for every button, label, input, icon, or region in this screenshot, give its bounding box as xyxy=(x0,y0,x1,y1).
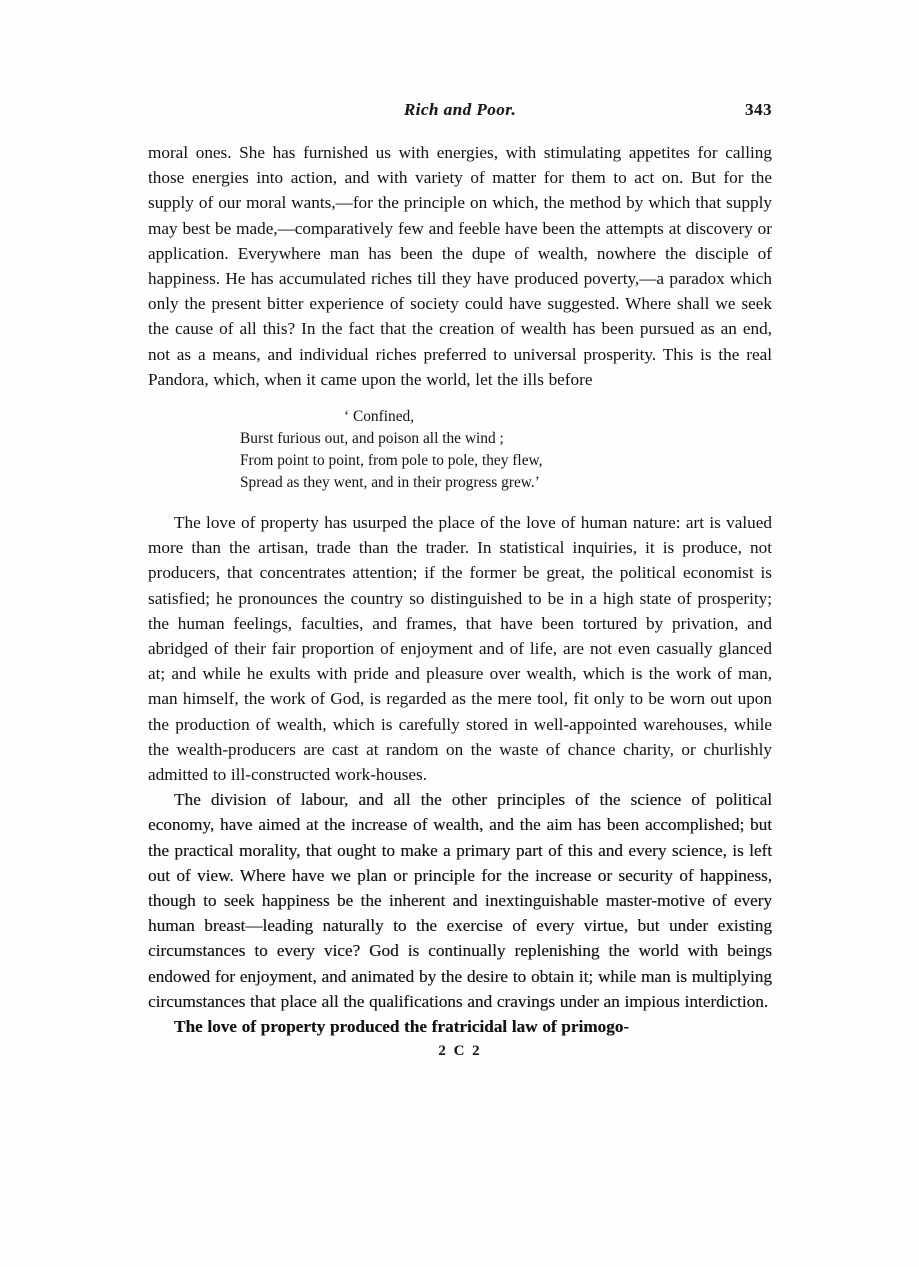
verse-line: Spread as they went, and in their progress grew.’ xyxy=(240,474,540,492)
page-header xyxy=(148,100,772,130)
running-head: Rich and Poor. xyxy=(403,100,517,119)
paragraph-1: moral ones. She has furnished us with energies, with stimulating appetites for calling those energies into action, and with variety of matter for them to act on. But for the supply of our moral wants,—for the principle on which, the method by which that supply may best be made,—comparatively few and feeble have been the attempts at discovery or application. Everywhere man has been the dupe of wealth, nowhere the disciple of happiness. He has accumulated riches till they have produced poverty,—a paradox which only the present bitter experience of society could have suggested. Where shall we seek the cause of all this? In the fact that the creation of wealth has been pursued as an end, not as a means, and individual riches preferred to universal prosperity. This is the real Pandora, which, when it came upon the world, let the ills before xyxy=(148,143,772,389)
paragraph-3: The division of labour, and all the other principles of the science of political economy, have aimed at the increase of wealth, and the aim has been accomplished; but the practical morality, that ought to make a primary part of this and every science, is left out of view. Where have we plan or principle for the increase or security of happiness, though to seek happiness be the inherent and inextinguishable master-motive of every human breast—leading naturally to the exercise of every virtue, but under existing circumstances to every vice? God is continually replenishing the world with beings endowed for enjoyment, and animated by the desire to obtain it; while man is multiplying circumstances that place all the qualifications and cravings under an impious interdiction. xyxy=(148,790,772,1011)
page-content xyxy=(148,100,772,1060)
paragraph-2: The love of property has usurped the place of the love of human nature: art is valued more than the artisan, trade than the trader. In statistical inquiries, it is produce, not producers, that concentrates attention; if the former be great, the political economist is satisfied; he pronounces the country so distinguished to be in a high state of prosperity; the human feelings, faculties, and frames, that have been tortured by privation, and abridged of their fair proportion of enjoyment and of life, are not even casually glanced at; and while he exults with pride and pleasure over wealth, which is the work of man, man himself, the work of God, is regarded as the mere tool, fit only to be worn out upon the production of wealth, which is carefully stored in well-appointed warehouses, while the wealth-producers are cast at random on the waste of chance charity, or churlishly admitted to ill-constructed work-houses. xyxy=(148,513,772,785)
verse-line: From point to point, from pole to pole, they flew, xyxy=(240,452,543,470)
paragraph-4: The love of property produced the fratricidal law of primogo- xyxy=(174,1017,630,1037)
verse-line: Burst furious out, and poison all the wind ; xyxy=(240,430,504,448)
verse-quotation xyxy=(148,406,772,494)
page-number: 343 xyxy=(745,100,772,119)
signature-mark: 2 C 2 xyxy=(438,1043,482,1060)
verse-line: ‘ Confined, xyxy=(344,408,415,426)
